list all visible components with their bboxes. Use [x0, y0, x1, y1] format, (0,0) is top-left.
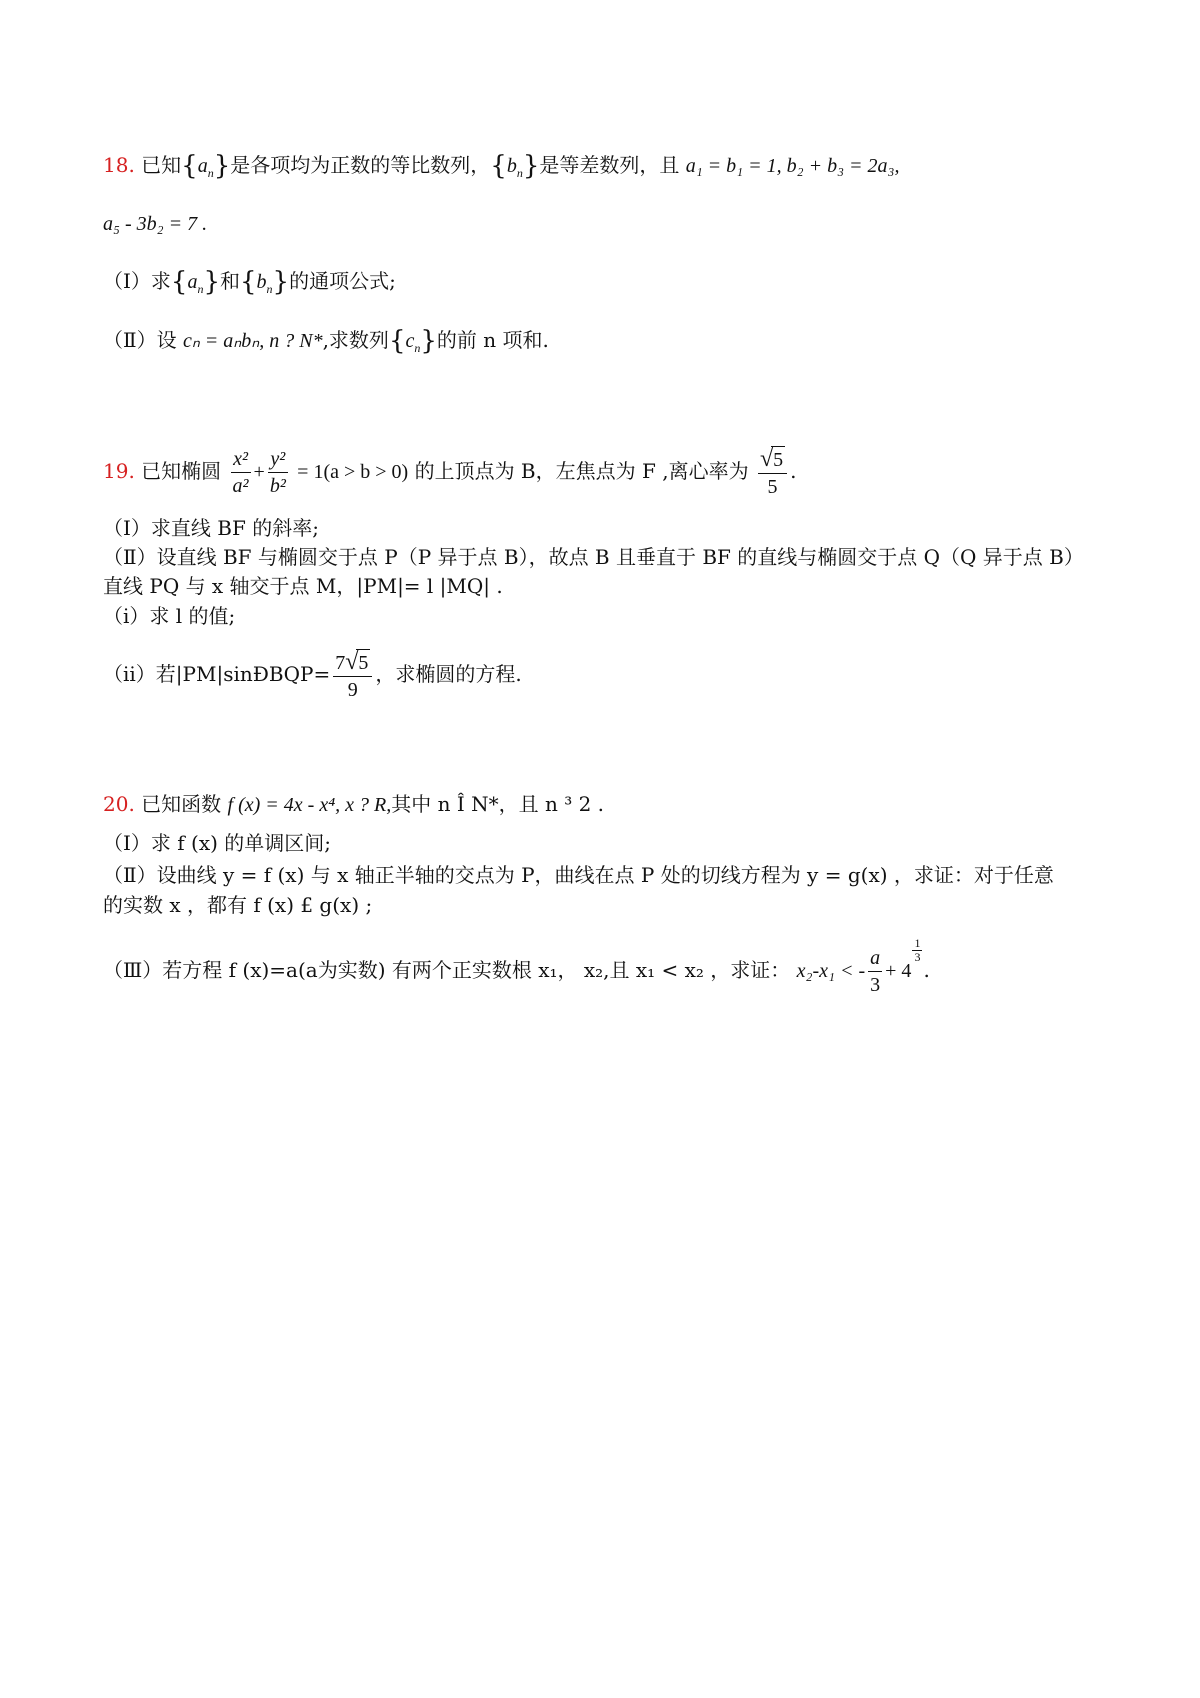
q20-part1: （Ⅰ）求 f (x) 的单调区间;	[103, 831, 331, 855]
q19-sub-i: （i）求 l 的值;	[103, 604, 236, 628]
q18-line1: 18. 已知$\{a_n\}$是各项均为正数的等比数列，$\{b_n\}$是等差数列，且 a₁ = b₁ = 1, b₂ + b₃ = 2a₃,	[103, 151, 900, 181]
q19-part1: （Ⅰ）求直线 BF 的斜率;	[103, 516, 319, 540]
q19-sub-ii: （ii）若|PM|sinÐBQP= $\frac{7√5}{9}$ ，求椭圆的方程.	[103, 648, 522, 701]
x-over-a-fraction: $\frac{\text{x²}}{\text{a²}}$	[232, 448, 249, 497]
q19-number: 19	[103, 459, 129, 483]
y-over-b-fraction: $\frac{\text{y²}}{\text{b²}}$	[269, 448, 286, 497]
sin-value-fraction: $\frac{7√5}{9}$	[333, 649, 372, 703]
q18-part1: （Ⅰ）求$\{a_n\}$和$\{b_n\}$的通项公式;	[103, 267, 396, 297]
exponent-fraction: $\frac{1}{3}$	[914, 936, 921, 964]
q18-number: 18	[103, 153, 129, 177]
q19-part2b: 直线 PQ 与 x 轴交于点 M，|PM|= l |MQ| .	[103, 574, 503, 598]
q20-line1: 20. 已知函数 f (x) = 4x - x⁴, x ? R,其中 n Î N*，且 n ³ 2 .	[103, 792, 605, 816]
q20-part2b: 的实数 x ，都有 f (x) £ g(x) ;	[103, 893, 373, 917]
q18-condition: a₁ = b₁ = 1, b₂ + b₃ = 2a₃,	[685, 155, 900, 177]
a-over-3-fraction: $\frac{a}{3}$	[870, 947, 881, 996]
q20-number: 20	[103, 792, 129, 816]
q19-part2a: （Ⅱ）设直线 BF 与椭圆交于点 P（P 异于点 B），故点 B 且垂直于 BF 的直线与椭圆交于点 Q（Q 异于点 B）	[103, 545, 1084, 569]
q18-line2: a₅ - 3b₂ = 7 .	[103, 213, 208, 235]
q20-part3: （Ⅲ）若方程 f (x)=a(a为实数) 有两个正实数根 x₁， x₂,且 x₁ < x₂ ，求证： x₂-x₁ < - $\frac{a}{3}$ + 4 $\frac{1}{3}$ .	[103, 936, 930, 996]
q19-line1: 19. 已知椭圆 $\frac{\text{x²}}{\text{a²}}$ + $\frac{\text{y²}}{\text{b²}}$ = 1(a > b > 0) 的上顶点为 B，左焦点为 F ,离心率为 $\frac{√5}{5}$ .	[103, 445, 797, 498]
q18-part2: （Ⅱ）设 cₙ = aₙbₙ, n ? N*,求数列$\{c_n\}$的前 n 项和.	[103, 326, 549, 356]
q20-part2a: （Ⅱ）设曲线 y = f (x) 与 x 轴正半轴的交点为 P，曲线在点 P 处的切线方程为 y = g(x) ，求证：对于任意	[103, 863, 1054, 887]
eccentricity-fraction: $\frac{√5}{5}$	[758, 446, 787, 500]
